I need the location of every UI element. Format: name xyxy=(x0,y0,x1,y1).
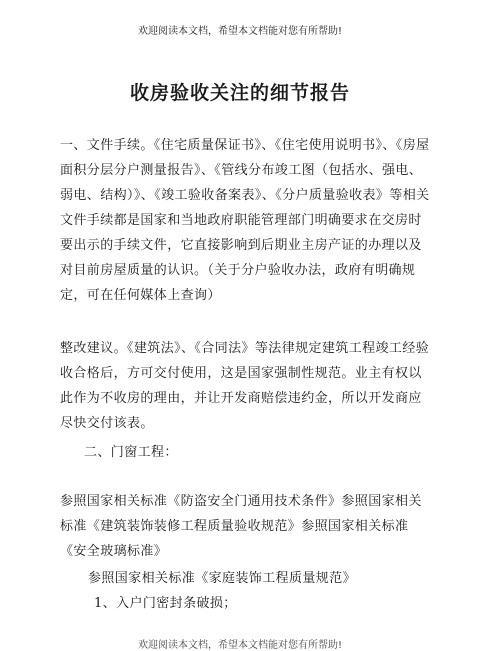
footer-note: 欢迎阅读本文档，希望本文档能对您有所帮助! xyxy=(137,640,342,651)
paragraph-rectification: 整改建议。《建筑法》、《合同法》等法律规定建筑工程竣工经验收合格后，方可交付使用，这是国家强制性规范。业主有权以此作为不收房的理由，并让开发商赔偿违约金，所以开发商应尽快交付该表。 xyxy=(60,341,430,431)
document-title: 收房验收关注的细节报告 xyxy=(129,82,350,104)
header-note: 欢迎阅读本文档，希望本文档能对您有所帮助! xyxy=(137,26,342,37)
paragraph-documents: 一、文件手续。《住宅质量保证书》、《住宅使用说明书》、《房屋面积分层分户测量报告》、《管线分布竣工图（包括水、强电、弱电、结构）》、《竣工验收备案表》、《分户质量验收表》等相关文件手续都是国家和当地政府职能管理部门明确要求在交房时要出示的手续文件，它直接影响到后期业主房产证的办理以及对目前房屋质量的认识。（关于分户验收办法，政府有明确规定，可在任何媒体上查询） xyxy=(60,138,430,303)
section-heading-doors-windows: 二、门窗工程： xyxy=(84,445,178,460)
list-item-door-seal: 1、入户门密封条破损； xyxy=(94,596,237,611)
paragraph-decoration-standard: 参照国家相关标准《家庭装饰工程质量规范》 xyxy=(88,571,357,586)
paragraph-standards: 参照国家相关标准《防盗安全门通用技术条件》参照国家相关标准《建筑装饰装修工程质量验收规范》参照国家相关标准《安全玻璃标准》 xyxy=(60,494,422,559)
